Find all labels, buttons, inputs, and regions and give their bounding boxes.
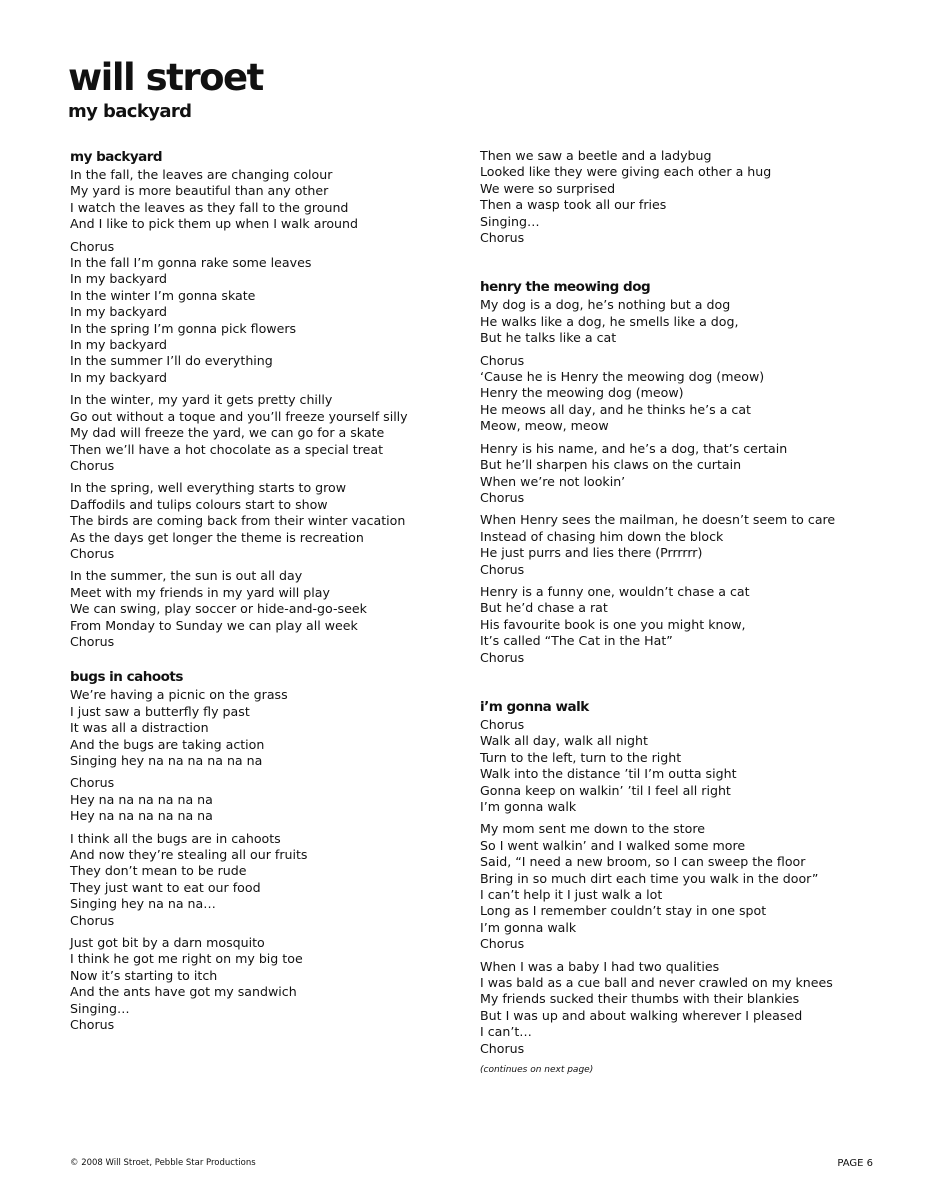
lyric-line: I’m gonna walk <box>480 919 577 935</box>
lyric-line: In the fall I’m gonna rake some leaves <box>70 255 312 271</box>
lyric-line: We can swing, play soccer or hide-and-go-seek <box>70 601 367 617</box>
lyric-line: ‘Cause he is Henry the meowing dog (meow) <box>480 369 765 385</box>
stanza <box>70 480 490 562</box>
lyric-line: Then a wasp took all our fries <box>480 197 667 213</box>
lyric-line: They just want to eat our food <box>70 879 261 895</box>
lyric-line: As the days get longer the theme is recreation <box>70 529 364 545</box>
lyric-line: Chorus <box>480 716 525 732</box>
lyric-line: In the winter, my yard it gets pretty chilly <box>70 392 333 408</box>
lyric-line: In my backyard <box>70 304 168 320</box>
lyric-line: Chorus <box>480 936 525 952</box>
lyric-line: Hey na na na na na na <box>70 791 213 807</box>
lyric-line: Walk into the distance ’til I’m outta sight <box>480 766 737 782</box>
lyric-line: But he’d chase a rat <box>480 600 608 616</box>
continues-note: (continues on next page) <box>480 1065 594 1076</box>
lyric-line: He meows all day, and he thinks he’s a cat <box>480 401 751 417</box>
lyric-line: He just purrs and lies there (Prrrrrr) <box>480 545 703 561</box>
lyric-line: I can’t… <box>480 1024 532 1040</box>
song-henry-the-meowing-dog <box>480 278 900 666</box>
lyric-line: In the summer, the sun is out all day <box>70 568 303 584</box>
lyric-line: I watch the leaves as they fall to the ground <box>70 199 349 215</box>
album-title: my backyard <box>68 101 192 122</box>
lyric-line: Chorus <box>480 230 525 246</box>
artist-name: will stroet <box>68 56 263 99</box>
lyric-line: Gonna keep on walkin’ ’til I feel all right <box>480 782 731 798</box>
lyric-line: Just got bit by a darn mosquito <box>70 935 265 951</box>
stanza <box>70 568 490 650</box>
lyric-line: I can’t help it I just walk a lot <box>480 887 663 903</box>
lyric-line: Said, “I need a new broom, so I can sweep the floor <box>480 854 806 870</box>
lyric-line: And the bugs are taking action <box>70 736 265 752</box>
stanza <box>70 687 490 769</box>
lyric-line: It was all a distraction <box>70 720 209 736</box>
copyright-notice: © 2008 Will Stroet, Pebble Star Productions <box>70 1158 256 1168</box>
lyric-line: But he talks like a cat <box>480 330 617 346</box>
lyric-line: He walks like a dog, he smells like a dog, <box>480 313 739 329</box>
lyric-line: Walk all day, walk all night <box>480 733 648 749</box>
stanza <box>70 831 490 929</box>
lyric-line: Chorus <box>70 775 115 791</box>
song-bugs-in-cahoots <box>70 668 490 1033</box>
stanza <box>480 353 900 435</box>
lyric-line: In the fall, the leaves are changing colour <box>70 167 333 182</box>
lyric-line: From Monday to Sunday we can play all week <box>70 617 358 633</box>
lyric-line: Henry the meowing dog (meow) <box>480 385 684 401</box>
song-my-backyard <box>70 148 490 650</box>
lyric-line: Singing… <box>70 1000 130 1016</box>
stanza <box>480 297 900 346</box>
lyric-line: Singing hey na na na… <box>70 896 216 912</box>
lyric-line: I think he got me right on my big toe <box>70 951 303 967</box>
lyric-line: When I was a baby I had two qualities <box>480 958 720 974</box>
lyric-line: In my backyard <box>70 337 168 353</box>
song-im-gonna-walk <box>480 698 900 1057</box>
lyric-line: Henry is his name, and he’s a dog, that’s certain <box>480 440 788 456</box>
left-column <box>70 148 490 1040</box>
stanza <box>480 148 900 246</box>
lyric-line: My mom sent me down to the store <box>480 821 705 837</box>
lyric-line: Chorus <box>480 561 525 577</box>
lyric-line: Go out without a toque and you’ll freeze yourself silly <box>70 408 408 424</box>
lyric-line: Chorus <box>70 238 115 254</box>
lyric-line: Then we saw a beetle and a ladybug <box>480 148 712 163</box>
lyric-line: When we’re not lookin’ <box>480 473 626 489</box>
lyric-line: Chorus <box>70 545 115 561</box>
lyric-line: Looked like they were giving each other a hug <box>480 164 772 180</box>
lyric-line: Chorus <box>480 489 525 505</box>
stanza <box>70 775 490 824</box>
song-title: i’m gonna walk <box>480 698 589 715</box>
lyric-line: I was bald as a cue ball and never crawled on my knees <box>480 975 833 991</box>
stanza <box>480 821 900 952</box>
lyric-line: His favourite book is one you might know, <box>480 616 746 632</box>
stanza <box>480 717 900 815</box>
lyric-line: Chorus <box>70 912 115 928</box>
song-title: bugs in cahoots <box>70 669 183 686</box>
stanza <box>480 512 900 578</box>
lyric-line: In the winter I’m gonna skate <box>70 287 256 303</box>
lyric-line: The birds are coming back from their winter vacation <box>70 513 406 529</box>
lyric-line: Turn to the left, turn to the right <box>480 749 682 765</box>
stanza <box>70 239 490 387</box>
lyric-line: Meet with my friends in my yard will play <box>70 584 330 600</box>
lyric-line: Singing… <box>480 213 540 229</box>
lyric-line: Meow, meow, meow <box>480 418 609 434</box>
lyric-line: We’re having a picnic on the grass <box>70 687 288 703</box>
lyric-line: Now it’s starting to itch <box>70 967 218 983</box>
lyric-line: They don’t mean to be rude <box>70 863 247 879</box>
lyric-line: Daffodils and tulips colours start to show <box>70 496 328 512</box>
lyric-line: But he’ll sharpen his claws on the curtain <box>480 457 742 473</box>
lyric-line: Henry is a funny one, wouldn’t chase a cat <box>480 583 750 599</box>
lyric-line: In the spring, well everything starts to grow <box>70 480 347 496</box>
lyric-line: In my backyard <box>70 271 168 287</box>
lyric-line: In my backyard <box>70 369 168 385</box>
stanza <box>480 959 900 1057</box>
stanza <box>70 935 490 1033</box>
song-title: henry the meowing dog <box>480 279 651 296</box>
lyric-line: Instead of chasing him down the block <box>480 528 724 544</box>
lyric-line: But I was up and about walking wherever I pleased <box>480 1007 803 1023</box>
lyric-line: It’s called “The Cat in the Hat” <box>480 633 673 649</box>
lyric-line: Long as I remember couldn’t stay in one spot <box>480 903 767 919</box>
lyric-line: Chorus <box>70 457 115 473</box>
lyric-line: My dog is a dog, he’s nothing but a dog <box>480 297 731 313</box>
stanza <box>480 584 900 666</box>
lyric-line: Then we’ll have a hot chocolate as a special treat <box>70 441 384 457</box>
lyric-line: Chorus <box>70 633 115 649</box>
lyric-line: When Henry sees the mailman, he doesn’t seem to care <box>480 512 836 528</box>
right-column <box>480 148 900 1077</box>
stanza <box>70 167 490 233</box>
stanza <box>70 392 490 474</box>
lyric-line: Chorus <box>480 352 525 368</box>
lyric-line: Chorus <box>70 1017 115 1033</box>
lyric-line: In the summer I’ll do everything <box>70 353 273 369</box>
lyric-line: Singing hey na na na na na na <box>70 753 263 768</box>
lyric-line: And I like to pick them up when I walk around <box>70 216 359 232</box>
lyric-line: And the ants have got my sandwich <box>70 984 297 1000</box>
page-number: PAGE 6 <box>837 1158 873 1169</box>
lyric-line: So I went walkin’ and I walked some more <box>480 837 746 853</box>
song-title: my backyard <box>70 149 163 165</box>
lyric-line: My dad will freeze the yard, we can go for a skate <box>70 425 385 441</box>
stanza <box>480 441 900 507</box>
lyric-line: Chorus <box>480 1040 525 1056</box>
lyric-line: Chorus <box>480 649 525 665</box>
lyric-line: In the spring I’m gonna pick flowers <box>70 320 297 336</box>
page-header <box>68 58 263 124</box>
lyric-line: And now they’re stealing all our fruits <box>70 847 308 863</box>
lyric-line: My yard is more beautiful than any other <box>70 183 329 199</box>
lyric-line: Hey na na na na na na <box>70 808 213 824</box>
lyric-line: I think all the bugs are in cahoots <box>70 830 281 846</box>
lyric-line: We were so surprised <box>480 180 616 196</box>
lyric-line: My friends sucked their thumbs with their blankies <box>480 991 800 1007</box>
lyric-line: Bring in so much dirt each time you walk in the door” <box>480 870 819 886</box>
lyric-line: I just saw a butterfly fly past <box>70 703 250 719</box>
lyric-line: I’m gonna walk <box>480 799 577 814</box>
song-bugs-in-cahoots-continued <box>480 148 900 246</box>
